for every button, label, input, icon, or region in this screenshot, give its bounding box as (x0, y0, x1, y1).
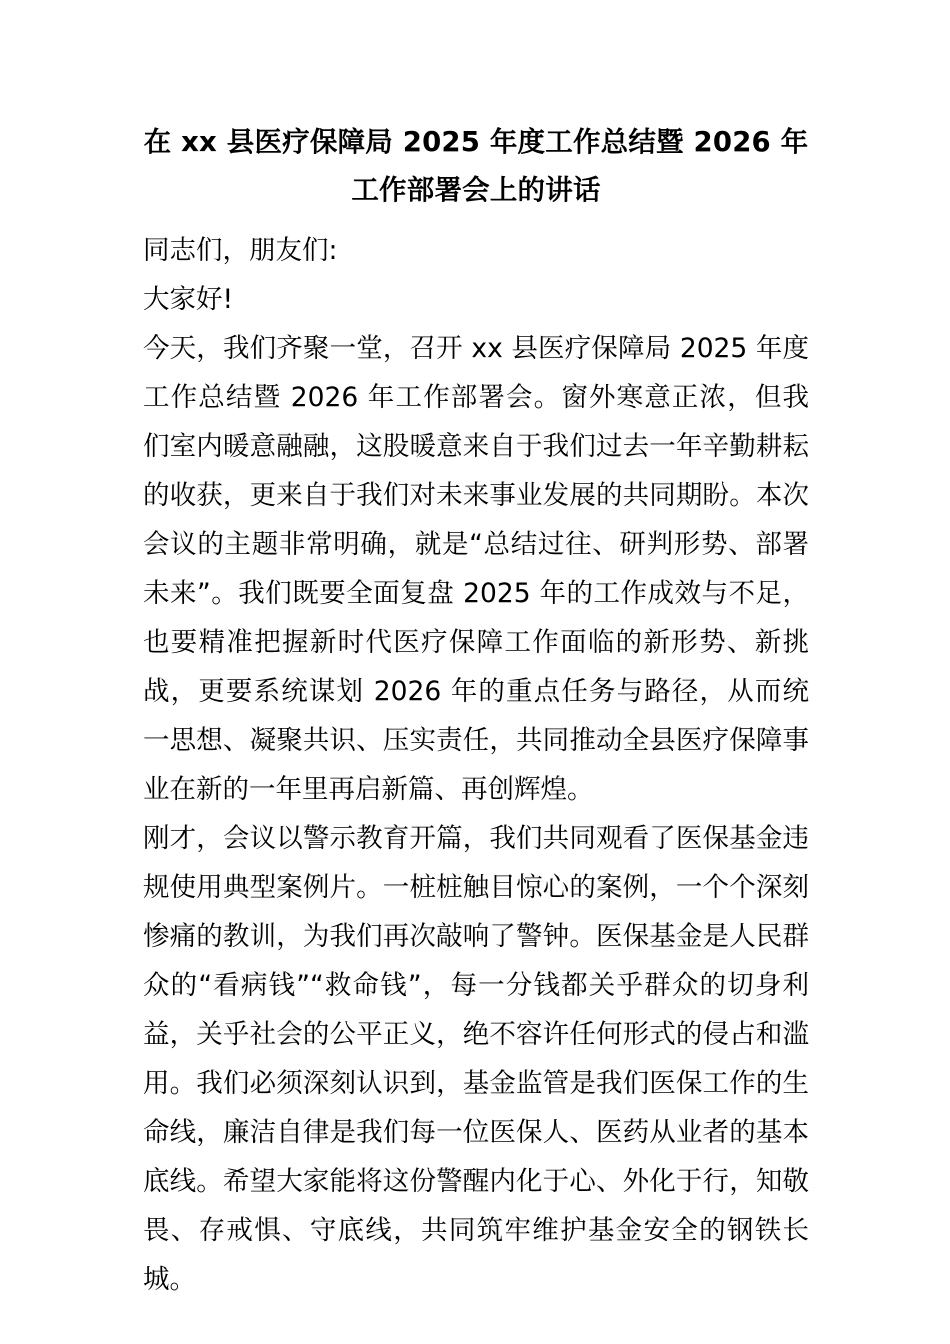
paragraph-warning-education: 刚才，会议以警示教育开篇，我们共同观看了医保基金违规使用典型案例片。一桩桩触目惊心的案例，一个个深刻惨痛的教训，为我们再次敲响了警钟。医保基金是人民群众的“看病钱”“救命钱”，每一分钱都关乎群众的切身利益，关乎社会的公平正义，绝不容许任何形式的侵占和滥用。我们必须深刻认识到，基金监管是我们医保工作的生命线，廉洁自律是我们每一位医保人、医药从业者的基本底线。希望大家能将这份警醒内化于心、外化于行，知敬畏、存戒惧、守底线，共同筑牢维护基金安全的钢铁长城。 (143, 823, 809, 1295)
paragraph-salutation: 同志们，朋友们: (143, 235, 338, 266)
document-content (143, 118, 809, 1304)
paragraph-opening-remarks: 今天，我们齐聚一堂，召开 xx 县医疗保障局 2025 年度工作总结暨 2026 年工作部署会。窗外寒意正浓，但我们室内暖意融融，这股暖意来自于我们过去一年辛勤耕耘的收获，更来自于我们对未来事业发展的共同期盼。本次会议的主题非常明确，就是“总结过往、研判形势、部署未来”。我们既要全面复盘 2025 年的工作成效与不足，也要精准把握新时代医疗保障工作面临的新形势、新挑战，更要系统谋划 2026 年的重点任务与路径，从而统一思想、凝聚共识、压实责任，共同推动全县医疗保障事业在新的一年里再启新篇、再创辉煌。 (143, 333, 809, 805)
paragraph-greeting: 大家好! (143, 284, 234, 315)
page-title: 在 xx 县医疗保障局 2025 年度工作总结暨 2026 年工作部署会上的讲话 (143, 126, 809, 206)
